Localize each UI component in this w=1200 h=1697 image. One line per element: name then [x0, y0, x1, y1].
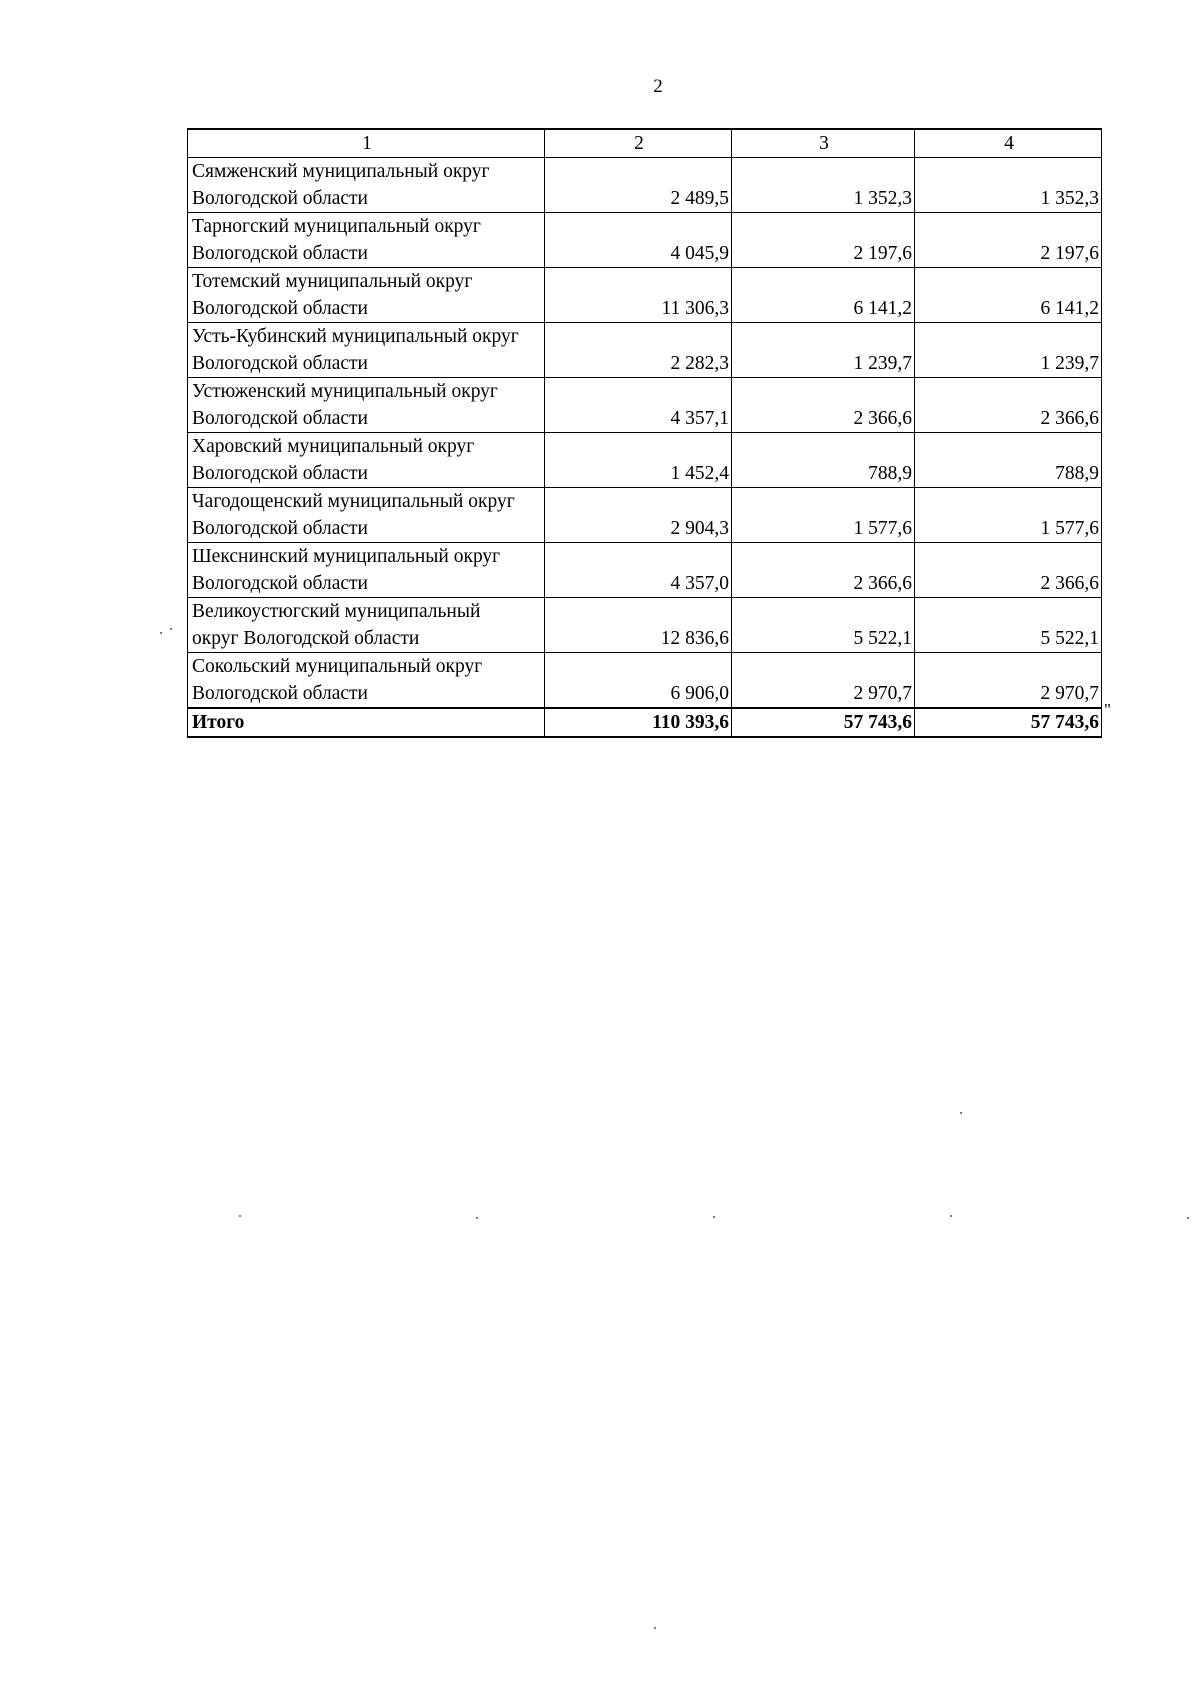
table-row [188, 378, 1102, 433]
district-name-line2: Вологодской области [192, 408, 368, 429]
total-label: Итого [188, 708, 545, 737]
district-name-line1: Устюженский муниципальный округ [192, 381, 498, 402]
table-row [188, 158, 1102, 213]
value-cell-col2: 12 836,6 [545, 598, 732, 653]
total-col4: 57 743,6 [915, 708, 1102, 737]
value-cell-col4: 2 970,7 [915, 653, 1102, 709]
value-cell-col3: 2 197,6 [732, 213, 915, 268]
district-name-line1: Шекснинский муниципальный округ [192, 546, 501, 567]
allocation-table [187, 128, 1102, 738]
value-cell-col3: 5 522,1 [732, 598, 915, 653]
table-row [188, 433, 1102, 488]
value-cell-col2: 2 282,3 [545, 323, 732, 378]
value-cell-col3: 1 352,3 [732, 158, 915, 213]
district-name-line1: Тотемский муниципальный округ [192, 271, 473, 292]
district-name-line2: Вологодской области [192, 683, 368, 704]
value-cell-col4: 6 141,2 [915, 268, 1102, 323]
value-cell-col4: 5 522,1 [915, 598, 1102, 653]
district-name-cell [188, 598, 545, 653]
scan-speck [170, 628, 172, 630]
value-cell-col2: 6 906,0 [545, 653, 732, 709]
scan-speck [239, 1215, 241, 1217]
district-name-line2: Вологодской области [192, 518, 368, 539]
value-cell-col4: 1 239,7 [915, 323, 1102, 378]
value-cell-col3: 2 970,7 [732, 653, 915, 709]
district-name-cell [188, 213, 545, 268]
district-name-cell [188, 323, 545, 378]
closing-quote-mark: " [1104, 700, 1111, 719]
value-cell-col4: 788,9 [915, 433, 1102, 488]
value-cell-col3: 6 141,2 [732, 268, 915, 323]
table-row [188, 323, 1102, 378]
district-name-line2: Вологодской области [192, 188, 368, 209]
value-cell-col2: 2 904,3 [545, 488, 732, 543]
total-col3: 57 743,6 [732, 708, 915, 737]
district-name-cell [188, 488, 545, 543]
table-row [188, 488, 1102, 543]
scan-speck [654, 1627, 656, 1629]
table-row [188, 653, 1102, 709]
value-cell-col4: 1 352,3 [915, 158, 1102, 213]
table-row [188, 543, 1102, 598]
scan-speck [713, 1216, 715, 1218]
district-name-cell [188, 268, 545, 323]
district-name-line1: Сокольский муниципальный округ [192, 656, 483, 677]
district-name-line2: Вологодской области [192, 243, 368, 264]
column-header-3: 3 [732, 129, 915, 158]
district-name-line1: Сямженский муниципальный округ [192, 161, 490, 182]
value-cell-col2: 11 306,3 [545, 268, 732, 323]
column-header-4: 4 [915, 129, 1102, 158]
scan-speck [160, 632, 162, 634]
scan-speck [1187, 1217, 1189, 1219]
column-header-1: 1 [188, 129, 545, 158]
table-header-row [188, 129, 1102, 158]
value-cell-col4: 2 366,6 [915, 543, 1102, 598]
district-name-line2: Вологодской области [192, 298, 368, 319]
table-row [188, 213, 1102, 268]
district-name-line2: Вологодской области [192, 573, 368, 594]
value-cell-col3: 2 366,6 [732, 543, 915, 598]
value-cell-col3: 788,9 [732, 433, 915, 488]
value-cell-col3: 1 577,6 [732, 488, 915, 543]
district-name-cell [188, 158, 545, 213]
value-cell-col3: 2 366,6 [732, 378, 915, 433]
value-cell-col2: 4 357,0 [545, 543, 732, 598]
district-name-cell [188, 543, 545, 598]
district-name-line1: Чагодощенский муниципальный округ [192, 491, 515, 512]
total-row [188, 708, 1102, 737]
total-col2: 110 393,6 [545, 708, 732, 737]
district-name-line2: округ Вологодской области [192, 628, 420, 649]
value-cell-col4: 1 577,6 [915, 488, 1102, 543]
scan-speck [950, 1215, 952, 1217]
table-body [188, 158, 1102, 709]
district-name-cell [188, 653, 545, 709]
district-name-line1: Великоустюгский муниципальный [192, 601, 481, 622]
value-cell-col4: 2 366,6 [915, 378, 1102, 433]
value-cell-col4: 2 197,6 [915, 213, 1102, 268]
district-name-line2: Вологодской области [192, 463, 368, 484]
page-number: 2 [653, 76, 663, 97]
value-cell-col2: 1 452,4 [545, 433, 732, 488]
value-cell-col2: 4 357,1 [545, 378, 732, 433]
district-name-cell [188, 433, 545, 488]
scan-speck [960, 1112, 962, 1114]
district-name-line2: Вологодской области [192, 353, 368, 374]
table-row [188, 268, 1102, 323]
value-cell-col2: 4 045,9 [545, 213, 732, 268]
district-name-line1: Тарногский муниципальный округ [192, 216, 481, 237]
scan-speck [476, 1217, 478, 1219]
district-name-cell [188, 378, 545, 433]
value-cell-col3: 1 239,7 [732, 323, 915, 378]
value-cell-col2: 2 489,5 [545, 158, 732, 213]
column-header-2: 2 [545, 129, 732, 158]
district-name-line1: Усть-Кубинский муниципальный округ [192, 326, 519, 347]
table-row [188, 598, 1102, 653]
district-name-line1: Харовский муниципальный округ [192, 436, 475, 457]
